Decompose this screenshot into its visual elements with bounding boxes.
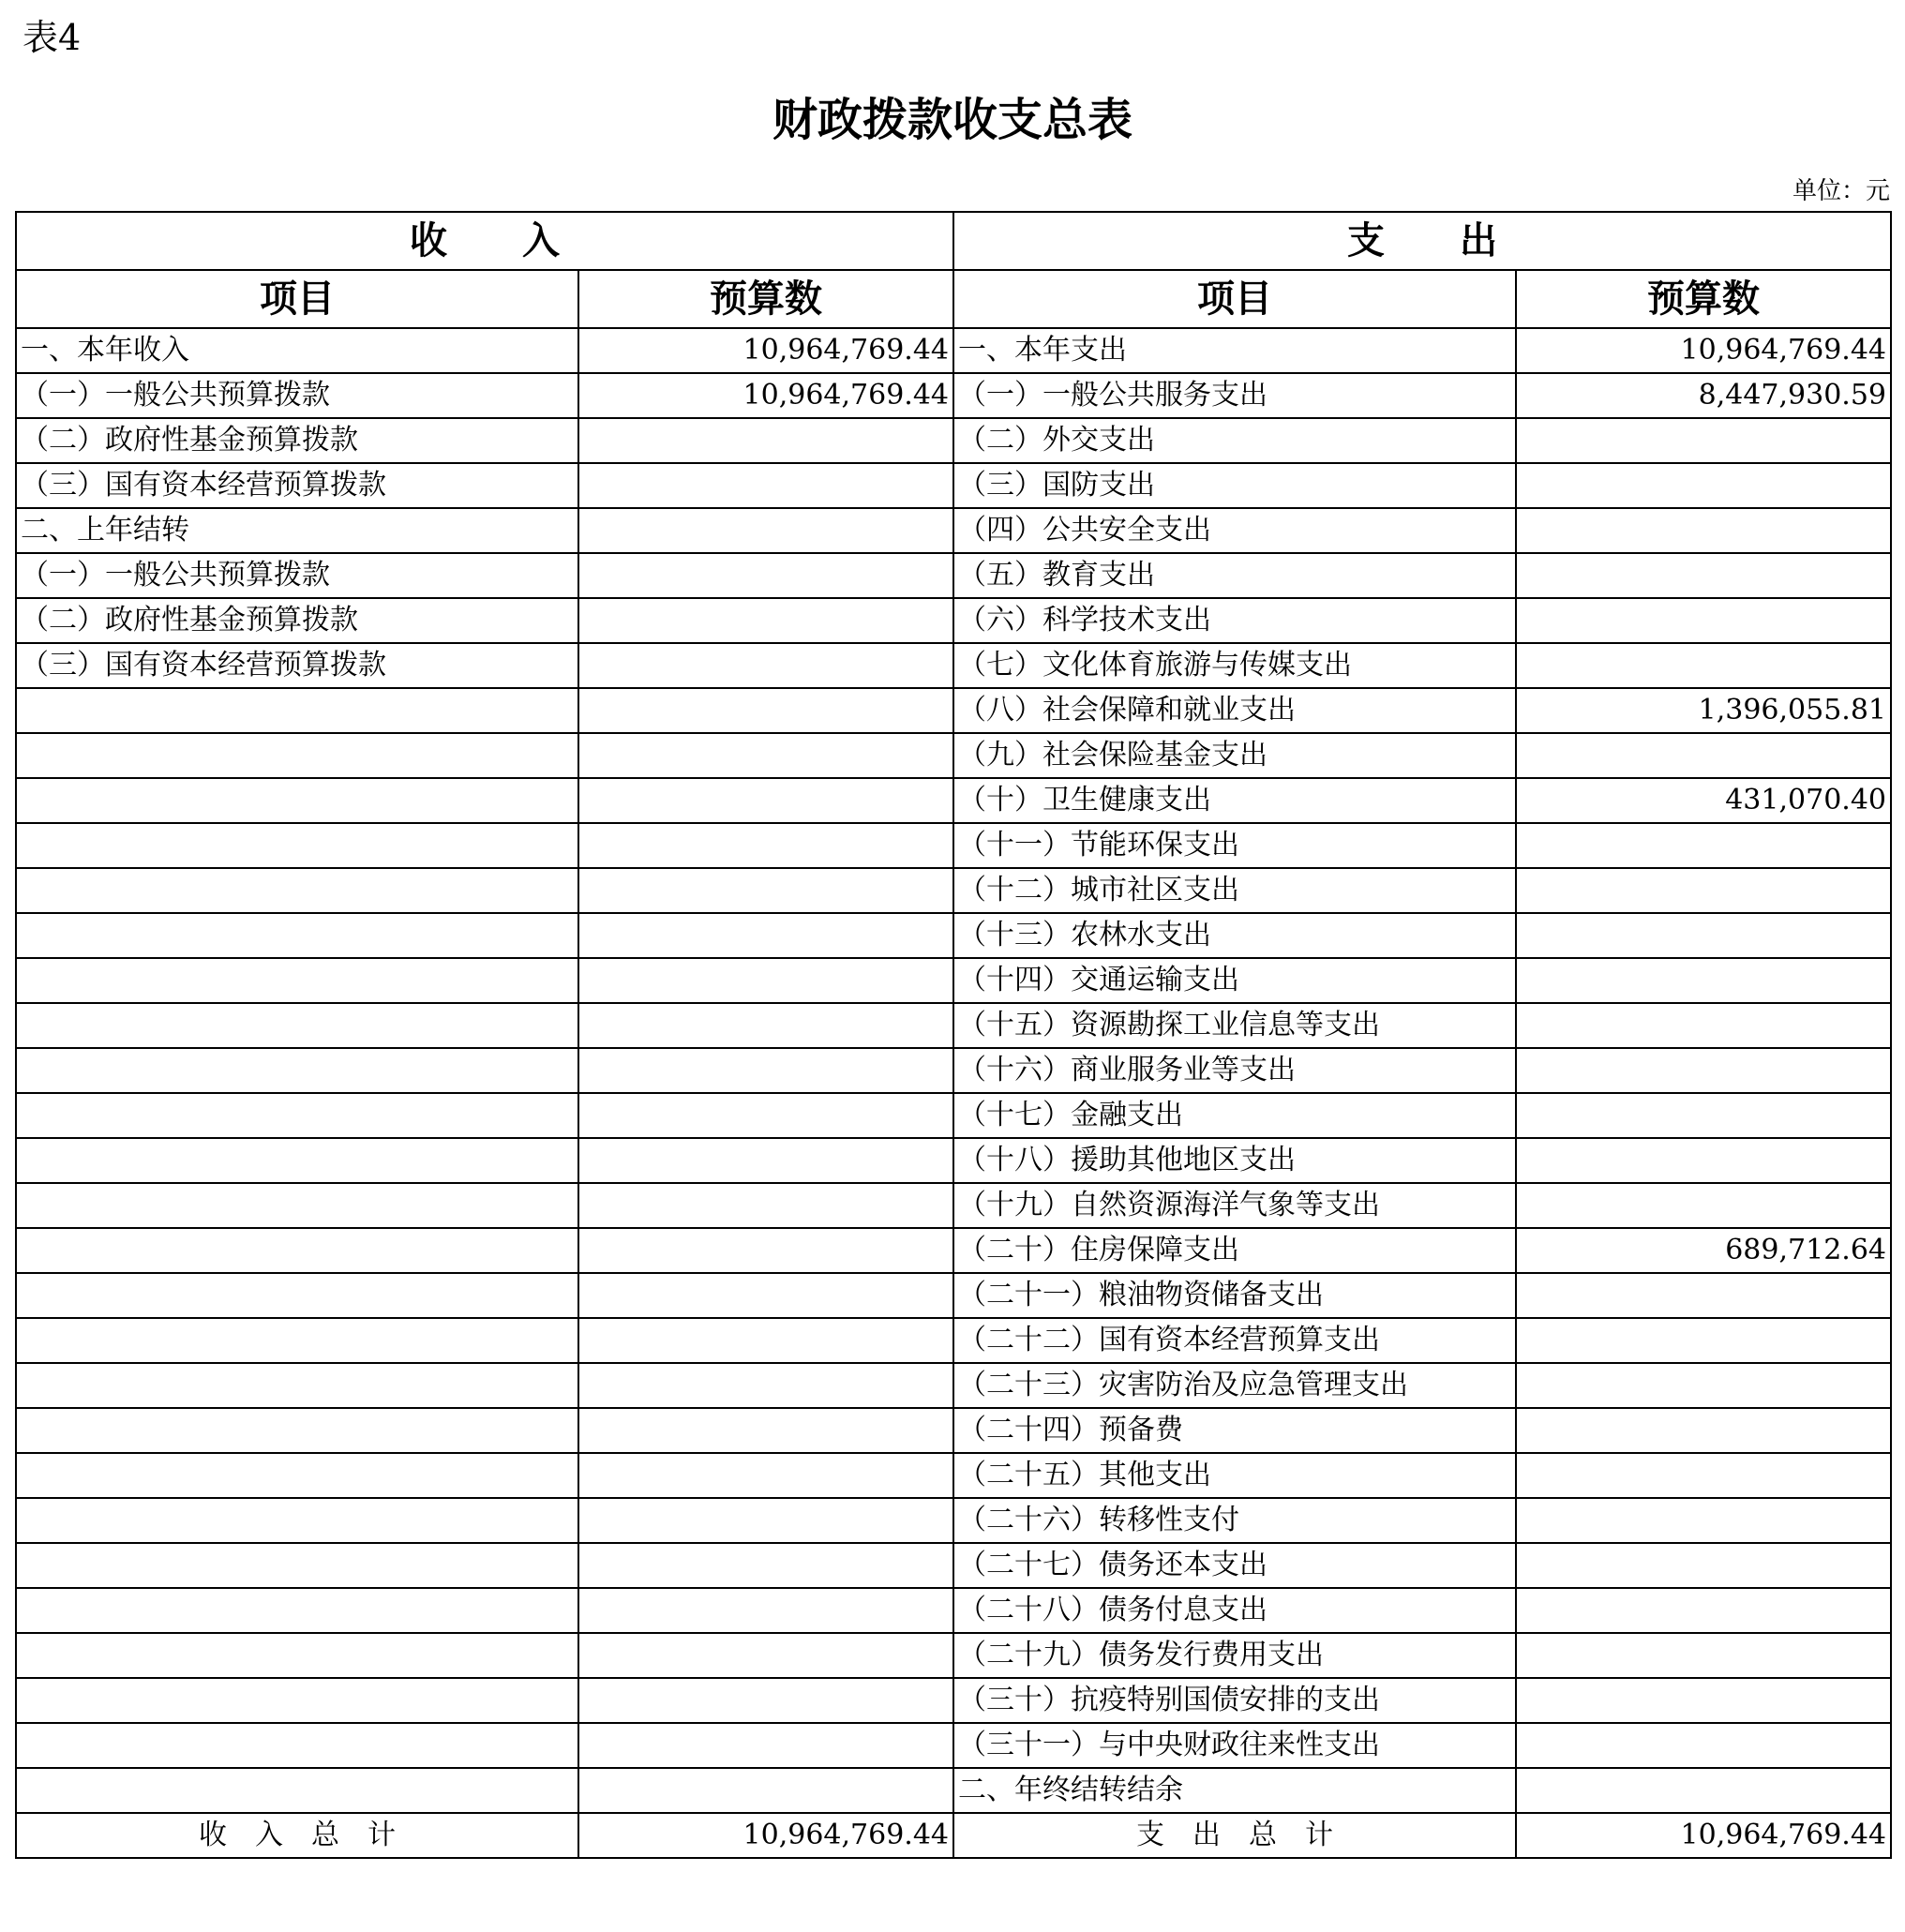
table-row [16,1228,1891,1273]
expense-budget-cell: 689,712.64 [1516,1228,1891,1273]
income-budget-cell [578,1363,953,1408]
expense-budget-header: 预算数 [1516,270,1891,328]
income-budget-cell [578,1453,953,1498]
income-total-value: 10,964,769.44 [578,1813,953,1858]
table-row [16,643,1891,688]
income-budget-cell [578,1678,953,1723]
table-row [16,373,1891,418]
income-item-cell [16,1093,578,1138]
expense-budget-cell [1516,868,1891,913]
income-budget-cell [578,1273,953,1318]
income-item-cell [16,1003,578,1048]
expense-total-value: 10,964,769.44 [1516,1813,1891,1858]
expense-item-cell: （二十四）预备费 [953,1408,1516,1453]
income-item-cell: （二）政府性基金预算拨款 [16,418,578,463]
expense-budget-cell [1516,1588,1891,1633]
income-budget-cell [578,913,953,958]
income-item-cell [16,778,578,823]
table-row [16,598,1891,643]
table-row [16,508,1891,553]
income-item-cell [16,1183,578,1228]
table-row [16,1453,1891,1498]
expense-budget-cell [1516,1678,1891,1723]
table-row [16,1408,1891,1453]
section-header-row [16,212,1891,270]
expense-item-cell: （三十）抗疫特别国债安排的支出 [953,1678,1516,1723]
expense-item-cell: （十五）资源勘探工业信息等支出 [953,1003,1516,1048]
table-row [16,778,1891,823]
expense-budget-cell [1516,913,1891,958]
expense-budget-cell [1516,553,1891,598]
expense-budget-cell: 1,396,055.81 [1516,688,1891,733]
expense-budget-cell [1516,733,1891,778]
expense-item-cell: （八）社会保障和就业支出 [953,688,1516,733]
income-item-cell [16,913,578,958]
expense-item-cell: （二十九）债务发行费用支出 [953,1633,1516,1678]
expense-total-label: 支 出 总 计 [953,1813,1516,1858]
income-budget-cell [578,1723,953,1768]
income-item-cell [16,1768,578,1813]
income-budget-cell [578,778,953,823]
income-budget-cell: 10,964,769.44 [578,328,953,373]
expense-budget-cell: 431,070.40 [1516,778,1891,823]
table-row [16,733,1891,778]
income-item-cell: （一）一般公共预算拨款 [16,553,578,598]
expense-budget-cell [1516,1543,1891,1588]
expense-item-header: 项目 [953,270,1516,328]
expense-item-cell: （二十七）债务还本支出 [953,1543,1516,1588]
table-row [16,868,1891,913]
income-budget-cell [578,1048,953,1093]
income-item-cell [16,1408,578,1453]
expense-budget-cell [1516,1273,1891,1318]
income-budget-cell [578,1318,953,1363]
income-item-cell: （三）国有资本经营预算拨款 [16,643,578,688]
expense-budget-cell [1516,1633,1891,1678]
table-row [16,1003,1891,1048]
income-budget-cell [578,1543,953,1588]
expense-item-cell: （二十五）其他支出 [953,1453,1516,1498]
income-item-cell: （一）一般公共预算拨款 [16,373,578,418]
table-row [16,913,1891,958]
table-row [16,553,1891,598]
expense-item-cell: （十八）援助其他地区支出 [953,1138,1516,1183]
expense-item-cell: （三）国防支出 [953,463,1516,508]
expense-item-cell: （十四）交通运输支出 [953,958,1516,1003]
table-row [16,1183,1891,1228]
column-header-row [16,270,1891,328]
income-total-label: 收 入 总 计 [16,1813,578,1858]
expense-budget-cell [1516,643,1891,688]
income-budget-cell [578,418,953,463]
expense-budget-cell [1516,508,1891,553]
table-row [16,1318,1891,1363]
income-budget-cell [578,1498,953,1543]
income-budget-cell [578,1138,953,1183]
expense-item-cell: （二）外交支出 [953,418,1516,463]
expense-item-cell: 二、年终结转结余 [953,1768,1516,1813]
table-row [16,463,1891,508]
table-row [16,823,1891,868]
income-item-header: 项目 [16,270,578,328]
income-budget-cell [578,1633,953,1678]
table-row [16,1093,1891,1138]
income-item-cell: （二）政府性基金预算拨款 [16,598,578,643]
table-row [16,1048,1891,1093]
expense-item-cell: （二十六）转移性支付 [953,1498,1516,1543]
income-item-cell [16,1678,578,1723]
table-row [16,688,1891,733]
income-item-cell [16,1363,578,1408]
expense-budget-cell [1516,1768,1891,1813]
income-budget-cell [578,643,953,688]
totals-row [16,1813,1891,1858]
table-row [16,1138,1891,1183]
income-budget-cell [578,553,953,598]
expense-item-cell: （十七）金融支出 [953,1093,1516,1138]
income-item-cell [16,1633,578,1678]
income-item-cell [16,1543,578,1588]
expense-item-cell: （四）公共安全支出 [953,508,1516,553]
expense-budget-cell [1516,1498,1891,1543]
income-budget-cell: 10,964,769.44 [578,373,953,418]
income-item-cell [16,1453,578,1498]
income-section-header: 收 入 [16,212,953,270]
income-item-cell [16,1318,578,1363]
income-budget-cell [578,958,953,1003]
income-budget-cell [578,1408,953,1453]
expense-budget-cell [1516,1363,1891,1408]
table-row [16,1768,1891,1813]
income-budget-cell [578,1768,953,1813]
income-item-cell [16,688,578,733]
income-budget-cell [578,1588,953,1633]
income-item-cell [16,1498,578,1543]
budget-table [15,211,1892,1859]
expense-item-cell: （二十三）灾害防治及应急管理支出 [953,1363,1516,1408]
income-item-cell: 一、本年收入 [16,328,578,373]
expense-budget-cell: 10,964,769.44 [1516,328,1891,373]
income-budget-cell [578,508,953,553]
expense-item-cell: （三十一）与中央财政往来性支出 [953,1723,1516,1768]
income-budget-cell [578,1228,953,1273]
expense-budget-cell [1516,958,1891,1003]
expense-item-cell: （二十）住房保障支出 [953,1228,1516,1273]
expense-budget-cell [1516,1723,1891,1768]
income-item-cell: （三）国有资本经营预算拨款 [16,463,578,508]
expense-budget-cell [1516,1048,1891,1093]
expense-item-cell: （七）文化体育旅游与传媒支出 [953,643,1516,688]
expense-item-cell: （十九）自然资源海洋气象等支出 [953,1183,1516,1228]
expense-item-cell: （二十八）债务付息支出 [953,1588,1516,1633]
income-item-cell [16,1138,578,1183]
expense-budget-cell [1516,1453,1891,1498]
expense-item-cell: （十）卫生健康支出 [953,778,1516,823]
expense-budget-cell [1516,1183,1891,1228]
expense-budget-cell [1516,1408,1891,1453]
expense-item-cell: （十六）商业服务业等支出 [953,1048,1516,1093]
page-title: 财政拨款收支总表 [772,94,1132,146]
expense-item-cell: （一）一般公共服务支出 [953,373,1516,418]
expense-budget-cell [1516,1003,1891,1048]
expense-item-cell: （十二）城市社区支出 [953,868,1516,913]
expense-budget-cell [1516,1318,1891,1363]
expense-budget-cell [1516,463,1891,508]
expense-item-cell: 一、本年支出 [953,328,1516,373]
income-item-cell [16,1273,578,1318]
table-row [16,1633,1891,1678]
income-budget-header: 预算数 [578,270,953,328]
table-row [16,1543,1891,1588]
income-budget-cell [578,1093,953,1138]
income-item-cell: 二、上年结转 [16,508,578,553]
expense-budget-cell [1516,823,1891,868]
expense-item-cell: （二十一）粮油物资储备支出 [953,1273,1516,1318]
expense-item-cell: （五）教育支出 [953,553,1516,598]
expense-budget-cell [1516,598,1891,643]
income-item-cell [16,868,578,913]
income-budget-cell [578,688,953,733]
expense-budget-cell [1516,418,1891,463]
income-item-cell [16,1723,578,1768]
table-row [16,1678,1891,1723]
income-budget-cell [578,868,953,913]
income-item-cell [16,733,578,778]
income-budget-cell [578,463,953,508]
income-budget-cell [578,733,953,778]
income-budget-cell [578,1003,953,1048]
table-row [16,1363,1891,1408]
expense-item-cell: （九）社会保险基金支出 [953,733,1516,778]
table-row [16,1273,1891,1318]
expense-item-cell: （十一）节能环保支出 [953,823,1516,868]
table-row [16,958,1891,1003]
expense-budget-cell [1516,1093,1891,1138]
table-row [16,1723,1891,1768]
income-budget-cell [578,598,953,643]
table-row [16,1588,1891,1633]
expense-budget-cell [1516,1138,1891,1183]
income-item-cell [16,1048,578,1093]
expense-item-cell: （六）科学技术支出 [953,598,1516,643]
income-budget-cell [578,1183,953,1228]
income-budget-cell [578,823,953,868]
income-item-cell [16,823,578,868]
expense-item-cell: （十三）农林水支出 [953,913,1516,958]
income-item-cell [16,958,578,1003]
unit-label: 单位：元 [1792,177,1890,205]
table-row [16,1498,1891,1543]
income-item-cell [16,1228,578,1273]
income-item-cell [16,1588,578,1633]
table-number: 表4 [22,17,82,58]
table-row [16,418,1891,463]
expense-item-cell: （二十二）国有资本经营预算支出 [953,1318,1516,1363]
expense-budget-cell: 8,447,930.59 [1516,373,1891,418]
table-row [16,328,1891,373]
expense-section-header: 支 出 [953,212,1891,270]
